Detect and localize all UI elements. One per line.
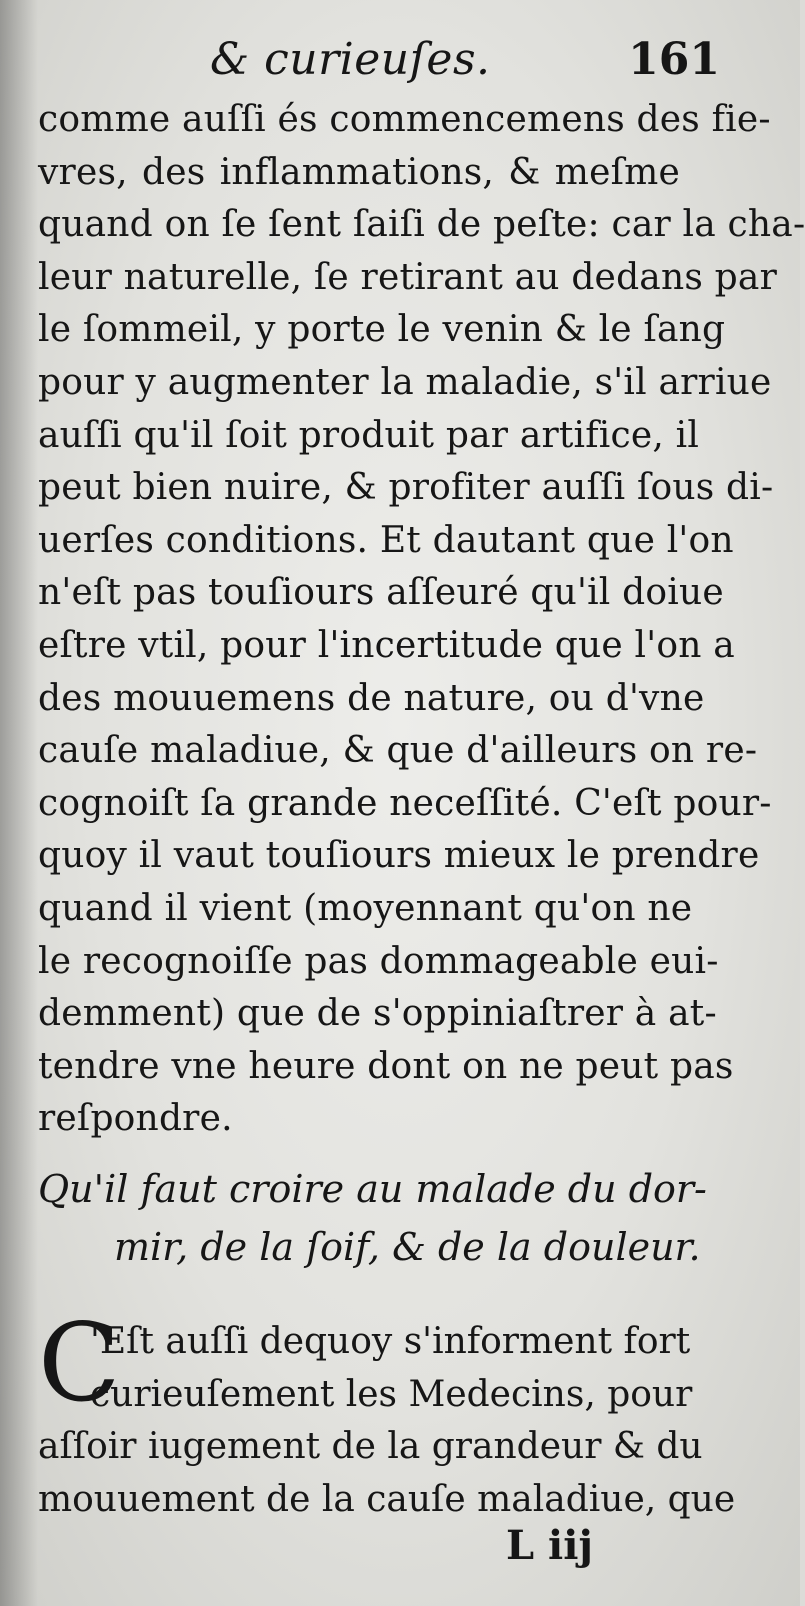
drop-cap: C [38,1301,121,1426]
section-body [38,1301,736,1526]
text-line: mouuement de la cauſe maladiue, que [38,1478,736,1520]
text-line: vres, des inflammations, & meſme [38,151,680,193]
text-line: des mouuemens de nature, ou d'vne [38,677,705,719]
text-line: uerſes conditions. Et dautant que l'on [38,519,734,561]
body-text [38,94,805,1146]
text-line: quand on ſe ſent ſaiſi de peſte: car la cha- [38,204,805,246]
text-line: quoy il vaut touſiours mieux le prendre [38,835,760,877]
text-line: cauſe maladiue, & que d'ailleurs on re- [38,730,758,772]
text-line: le ſommeil, y porte le venin & le ſang [38,309,726,351]
text-line: tendre vne heure dont on ne peut pas [38,1045,734,1087]
text-line: curieuſement les Medecins, pour [90,1373,693,1415]
text-line: auſſi qu'il ſoit produit par artifice, il [38,414,700,456]
page-header [40,28,720,98]
text-line: pour y augmenter la maladie, s'il arriue [38,361,772,403]
text-line: aſſoir iugement de la grandeur & du [38,1426,703,1468]
page-edge-shadow [0,0,38,1606]
text-line: quand il vient (moyennant qu'on ne [38,887,693,929]
text-line: comme auſſi és commencemens des fie- [38,99,771,140]
running-head: & curieuſes. [210,34,491,85]
text-line: cognoiſt ſa grande neceſſité. C'eſt pour- [38,782,772,824]
page-number: 161 [628,34,720,85]
text-line: le recognoiſſe pas dommageable eui- [38,940,719,982]
section-heading [38,1160,707,1276]
text-line: n'eſt pas touſiours aſſeuré qu'il doiue [38,572,724,614]
signature-mark: L iij [506,1522,593,1569]
section-heading-line: Qu'il faut croire au malade du dor- [38,1167,707,1211]
text-line: demment) que de s'oppiniaſtrer à at- [38,993,717,1035]
text-line: 'Eſt auſſi dequoy s'informent fort [90,1321,691,1362]
text-line: leur naturelle, ſe retirant au dedans par [38,256,777,298]
section-heading-line: mir, de la ſoif, & de la douleur. [114,1225,701,1269]
text-line: reſpondre. [38,1098,233,1140]
text-line: peut bien nuire, & profiter auſſi ſous di- [38,467,774,509]
text-line: eſtre vtil, pour l'incertitude que l'on a [38,624,735,666]
